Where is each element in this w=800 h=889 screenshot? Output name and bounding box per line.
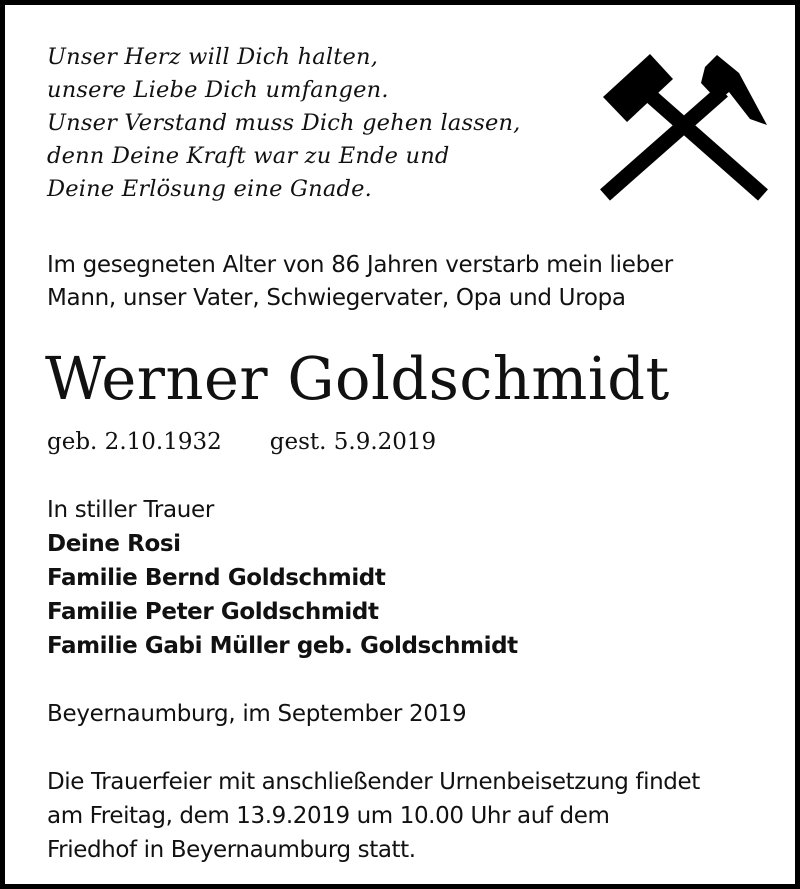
poem-line: unsere Liebe Dich umfangen. [47,77,389,103]
mourners [47,493,518,663]
poem-line: Unser Verstand muss Dich gehen lassen, [47,110,521,136]
life-dates [47,426,436,458]
mourner-name: Deine Rosi [47,531,181,557]
poem-line: denn Deine Kraft war zu Ende und [47,143,450,169]
funeral-line: am Freitag, dem 13.9.2019 um 10.00 Uhr auf dem [47,803,610,829]
funeral-info [47,765,700,867]
death-date: gest. 5.9.2019 [269,429,437,455]
funeral-line: Friedhof in Beyernaumburg statt. [47,837,416,863]
intro-text [47,249,673,315]
hammer-and-pick-icon [600,50,770,205]
intro-line: Mann, unser Vater, Schwiegervater, Opa und Uropa [47,285,626,311]
mourner-name: Familie Peter Goldschmidt [47,599,379,625]
deceased-name: Werner Goldschmidt [45,344,670,413]
mourner-name: Familie Gabi Müller geb. Goldschmidt [47,633,518,659]
poem-line: Deine Erlösung eine Gnade. [47,176,372,202]
mourner-name: Familie Bernd Goldschmidt [47,565,386,591]
place-and-date: Beyernaumburg, im September 2019 [47,701,467,727]
funeral-line: Die Trauerfeier mit anschließender Urnenbeisetzung findet [47,769,700,795]
mourners-label: In stiller Trauer [47,497,215,523]
birth-date: geb. 2.10.1932 [47,429,222,455]
poem-line: Unser Herz will Dich halten, [47,44,379,70]
poem [47,41,521,206]
intro-line: Im gesegneten Alter von 86 Jahren verstarb mein lieber [47,252,673,278]
